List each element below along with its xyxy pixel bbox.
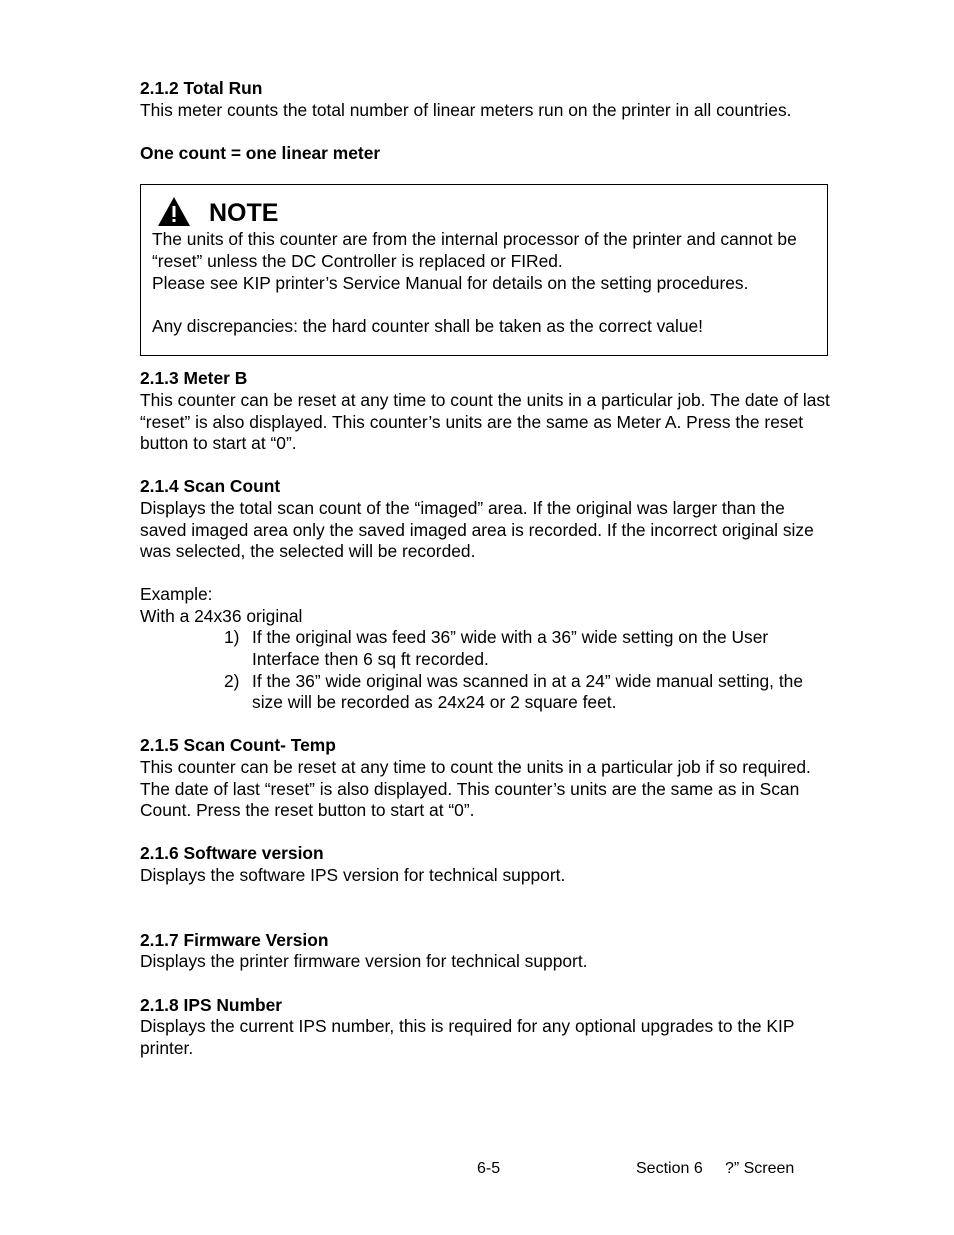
document-page <box>140 78 830 1059</box>
heading-2-1-4: 2.1.4 Scan Count <box>140 476 281 497</box>
list-item <box>140 671 830 714</box>
page-number: 6-5 <box>477 1160 501 1177</box>
note-box <box>140 184 828 356</box>
example-list <box>140 627 830 713</box>
body-2-1-2: This meter counts the total number of linear meters run on the printer in all countries. <box>140 99 792 120</box>
list-item <box>140 627 830 670</box>
warning-icon <box>157 196 191 227</box>
body-2-1-7: Displays the printer firmware version for technical support. <box>140 951 588 972</box>
example-label: Example: <box>140 584 213 605</box>
list-item-number: 1) <box>224 627 240 648</box>
body-2-1-6: Displays the software IPS version for technical support. <box>140 865 566 885</box>
list-item-text: If the original was feed 36” wide with a 36” wide setting on the User Interface then 6 sq ft recorded. <box>252 627 769 670</box>
section-label: Section 6 ?” Screen <box>636 1160 795 1177</box>
note-title: NOTE <box>209 199 279 228</box>
note-line-2: Please see KIP printer’s Service Manual for details on the setting procedures. <box>152 272 749 293</box>
body-2-1-5: This counter can be reset at any time to count the units in a particular job if so required. The date of last “reset” is also displayed. This counter’s units are the same as in Scan Count. Press the reset button to start at “0”. <box>140 757 811 821</box>
heading-2-1-5: 2.1.5 Scan Count- Temp <box>140 735 336 756</box>
list-item-number: 2) <box>224 670 240 691</box>
body-2-1-3: This counter can be reset at any time to count the units in a particular job. The date of last “reset” is also displayed. This counter’s units are the same as Meter A. Press the reset button to start at “0”. <box>140 389 830 454</box>
heading-2-1-3: 2.1.3 Meter B <box>140 368 248 389</box>
note-line-3: Any discrepancies: the hard counter shall be taken as the correct value! <box>152 315 704 336</box>
heading-2-1-2: 2.1.2 Total Run <box>140 78 263 98</box>
note-header <box>152 193 816 227</box>
body-2-1-8: Displays the current IPS number, this is required for any optional upgrades to the KIP printer. <box>140 1016 795 1058</box>
heading-2-1-7: 2.1.7 Firmware Version <box>140 929 329 950</box>
example-intro: With a 24x36 original <box>140 605 303 626</box>
emphasis-one-count: One count = one linear meter <box>140 142 381 163</box>
note-line-1: The units of this counter are from the internal processor of the printer and cannot be “reset” unless the DC Controller is replaced or FIRed. <box>152 229 797 271</box>
heading-2-1-6: 2.1.6 Software version <box>140 843 324 864</box>
heading-2-1-8: 2.1.8 IPS Number <box>140 994 283 1015</box>
body-2-1-4: Displays the total scan count of the “imaged” area. If the original was larger than the saved imaged area only the saved imaged area is recorded. If the incorrect original size was selected, the selected will be recorded. <box>140 497 814 562</box>
list-item-text: If the 36” wide original was scanned in at a 24” wide manual setting, the size will be recorded as 24x24 or 2 square feet. <box>252 670 804 713</box>
